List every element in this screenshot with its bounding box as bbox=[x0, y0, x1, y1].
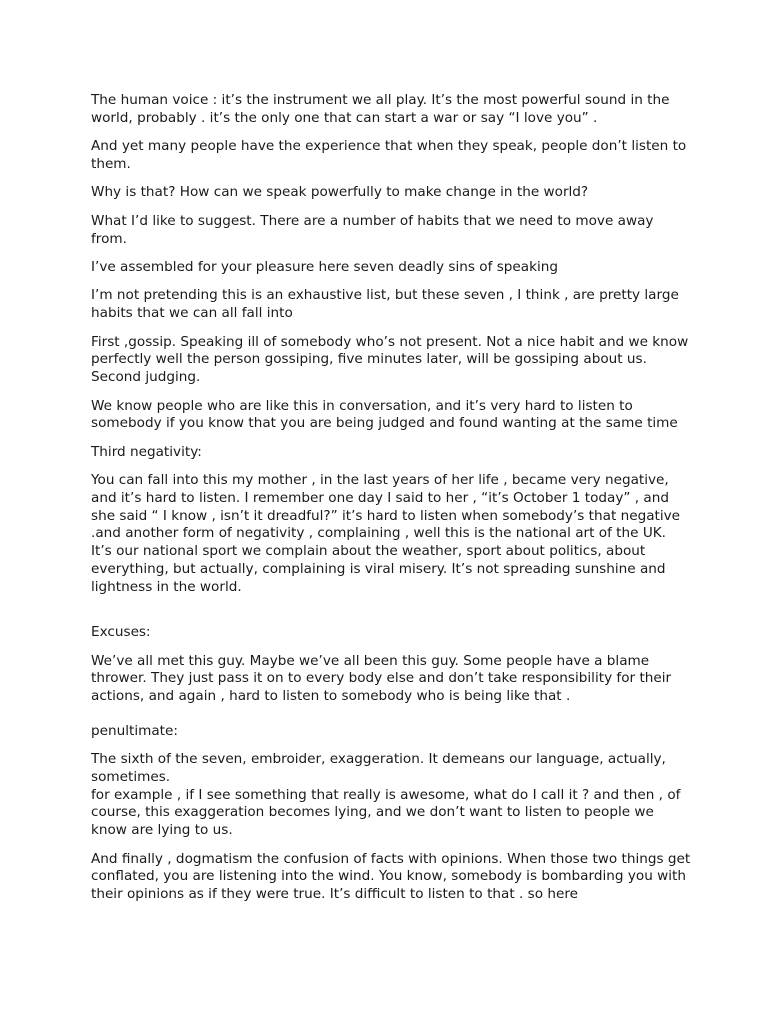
paragraph-14: The sixth of the seven, embroider, exaggeration. It demeans our language, actually, sometimes. for example , if I see something that really is awesome, what do I call it ? and then , of course, this exaggeration becomes lying, and we don’t want to listen to people we know are lying to us. bbox=[91, 751, 681, 839]
paragraph-10: You can fall into this my mother , in the last years of her life , became very negative, and it’s hard to listen. I remember one day I said to her , “it’s October 1 today” , and she said “ I know , isn’t it dreadful?” it’s hard to listen when somebody’s that negative .and another form of negativity , complaining , well this is the national art of the UK. It’s our national sport we complain about the weather, sport about politics, about everything, but actually, complaining is viral misery. It’s not spreading sunshine and lightness in the world. bbox=[91, 472, 681, 595]
section-heading-penultimate: penultimate: bbox=[91, 722, 178, 739]
paragraph-7: First ,gossip. Speaking ill of somebody who’s not present. Not a nice habit and we know perfectly well the person gossiping, five minutes later, will be gossiping about us. Second judging. bbox=[91, 333, 689, 386]
paragraph-6: I’m not pretending this is an exhaustive list, but these seven , I think , are pretty large habits that we can all fall into bbox=[91, 287, 679, 322]
section-heading-negativity: Third negativity: bbox=[91, 443, 202, 460]
blank-line bbox=[91, 607, 691, 624]
paragraph-5: I’ve assembled for your pleasure here seven deadly sins of speaking bbox=[91, 258, 558, 275]
paragraph-4: What I’d like to suggest. There are a number of habits that we need to move away from. bbox=[91, 212, 654, 247]
paragraph-8: We know people who are like this in conversation, and it’s very hard to listen to somebody if you know that you are being judged and found wanting at the same time bbox=[91, 397, 678, 432]
section-heading-excuses: Excuses: bbox=[91, 624, 151, 641]
paragraph-2: And yet many people have the experience that when they speak, people don’t listen to them. bbox=[91, 138, 687, 172]
paragraph-1: The human voice : it’s the instrument we all play. It’s the most powerful sound in the world, probably . it’s the only one that can start a war or say “I love you” . bbox=[91, 92, 670, 126]
document-body bbox=[91, 92, 691, 915]
paragraph-12: We’ve all met this guy. Maybe we’ve all been this guy. Some people have a blame thrower. They just pass it on to every body else and don’t take responsibility for their actions, and again , hard to listen to somebody who is being like that . bbox=[91, 652, 672, 705]
paragraph-3: Why is that? How can we speak powerfully to make change in the world? bbox=[91, 184, 589, 201]
paragraph-15: And finally , dogmatism the confusion of facts with opinions. When those two things get conflated, you are listening into the wind. You know, somebody is bombarding you with their opinions as if they were true. It’s difficult to listen to that . so here bbox=[91, 850, 691, 903]
